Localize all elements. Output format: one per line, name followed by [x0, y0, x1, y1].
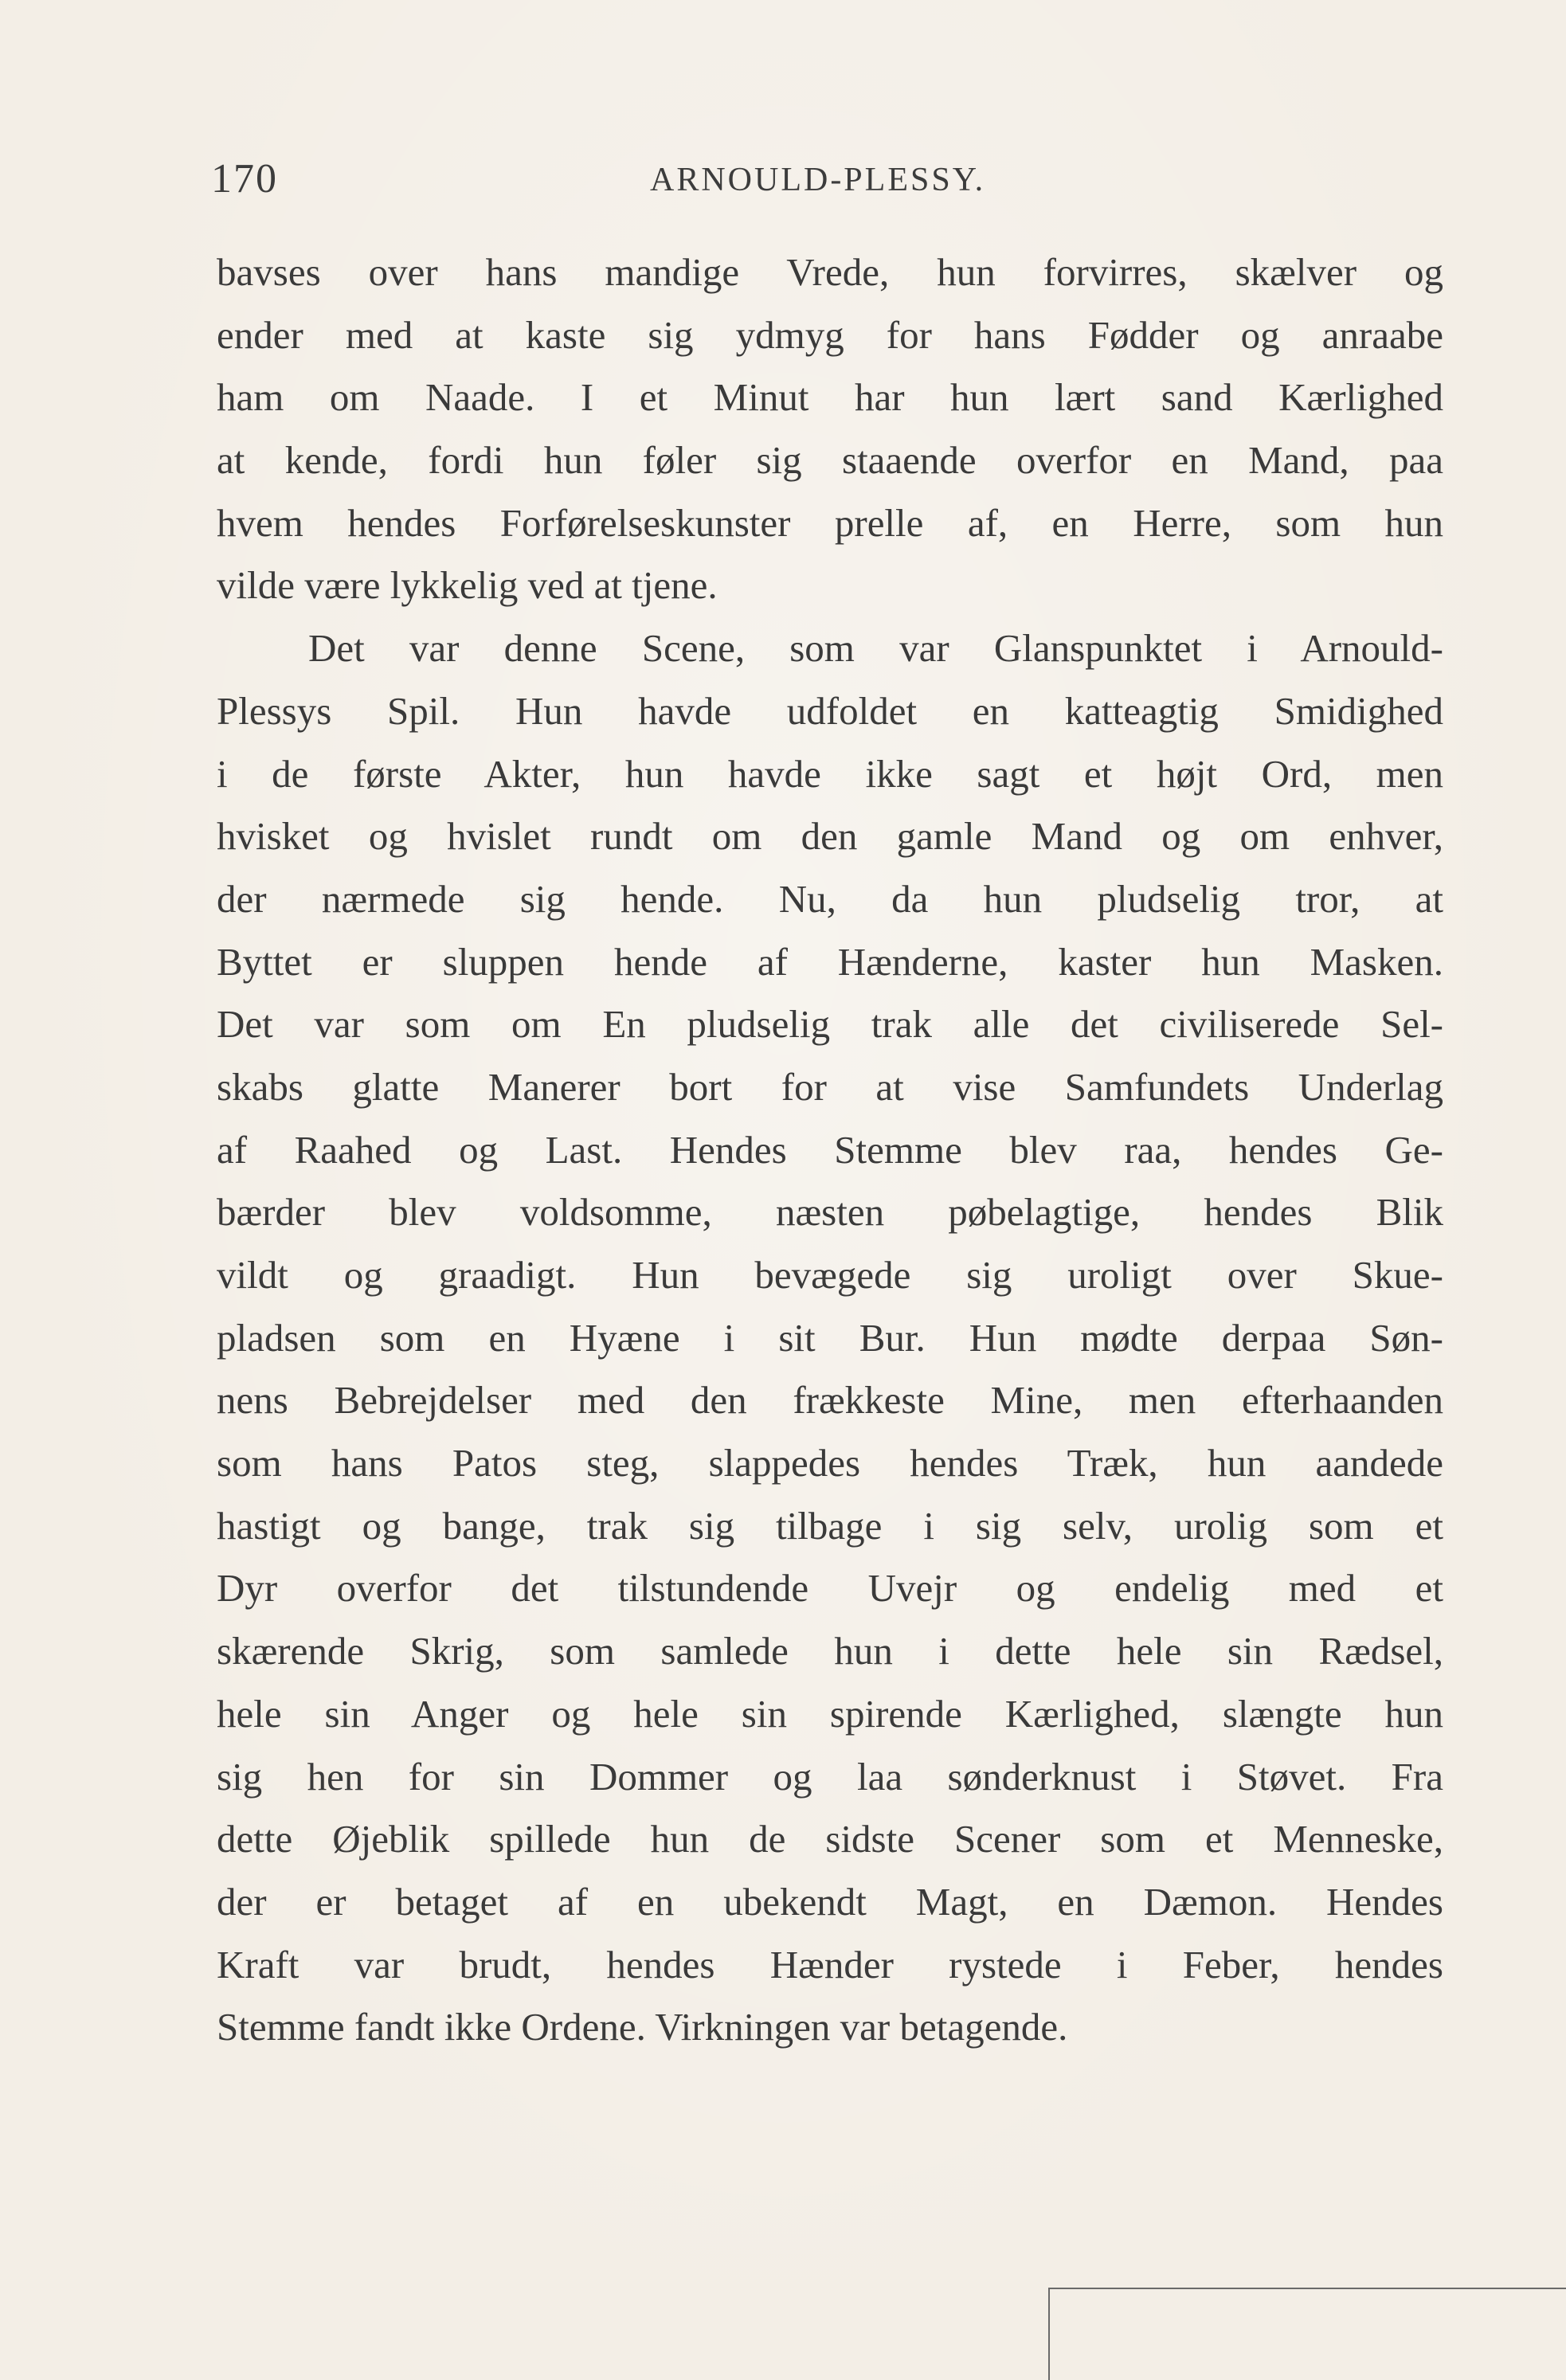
text-line: Byttet er sluppen hende af Hænderne, kaster hun Masken.: [217, 939, 1443, 984]
text-line: ham om Naade. I et Minut har hun lært sand Kærlighed: [217, 375, 1443, 420]
text-line: hastigt og bange, trak sig tilbage i sig selv, urolig som et: [217, 1503, 1443, 1548]
text-line: hvisket og hvislet rundt om den gamle Mand og om enhver,: [217, 814, 1443, 859]
text-line: vildt og graadigt. Hun bevægede sig uroligt over Skue-: [217, 1253, 1443, 1297]
text-line: nens Bebrejdelser med den frækkeste Mine, men efterhaanden: [217, 1378, 1443, 1423]
text-line: pladsen som en Hyæne i sit Bur. Hun mødte derpaa Søn-: [217, 1315, 1443, 1360]
text-line: vilde være lykkelig ved at tjene.: [217, 563, 718, 608]
text-line: skabs glatte Manerer bort for at vise Samfundets Underlag: [217, 1064, 1443, 1109]
corner-vertical-rule: [1048, 2288, 1050, 2380]
text-line: hvem hendes Forførelseskunster prelle af, en Herre, som hun: [217, 500, 1443, 545]
text-line: Kraft var brudt, hendes Hænder rystede i Feber, hendes: [217, 1942, 1443, 1987]
scan-corner-mark: [1048, 2280, 1566, 2380]
text-line: at kende, fordi hun føler sig staaende overfor en Mand, paa: [217, 438, 1443, 483]
text-line: hele sin Anger og hele sin spirende Kærlighed, slængte hun: [217, 1691, 1443, 1736]
text-line: Dyr overfor det tilstundende Uvejr og endelig med et: [217, 1566, 1443, 1611]
text-line: i de første Akter, hun havde ikke sagt et højt Ord, men: [217, 751, 1443, 796]
running-title: ARNOULD-PLESSY.: [650, 162, 986, 198]
body-text: [217, 241, 1443, 2059]
text-line: Det var som om En pludselig trak alle det civiliserede Sel-: [217, 1002, 1443, 1047]
text-line: der er betaget af en ubekendt Magt, en Dæmon. Hendes: [217, 1879, 1443, 1924]
text-line: Det var denne Scene, som var Glanspunktet i Arnould-: [308, 626, 1443, 671]
text-line: Stemme fandt ikke Ordene. Virkningen var betagende.: [217, 2005, 1068, 2049]
text-line: sig hen for sin Dommer og laa sønderknust i Støvet. Fra: [217, 1754, 1443, 1799]
text-line: bærder blev voldsomme, næsten pøbelagtige, hendes Blik: [217, 1190, 1443, 1235]
text-line: Plessys Spil. Hun havde udfoldet en katteagtig Smidighed: [217, 688, 1443, 733]
text-line: der nærmede sig hende. Nu, da hun pludselig tror, at: [217, 876, 1443, 921]
text-line: bavses over hans mandige Vrede, hun forvirres, skælver og: [217, 250, 1443, 294]
text-line: skærende Skrig, som samlede hun i dette hele sin Rædsel,: [217, 1629, 1443, 1673]
text-line: af Raahed og Last. Hendes Stemme blev raa, hendes Ge-: [217, 1127, 1443, 1172]
text-line: ender med at kaste sig ydmyg for hans Fødder og anraabe: [217, 312, 1443, 357]
text-line: som hans Patos steg, slappedes hendes Træk, hun aandede: [217, 1441, 1443, 1486]
corner-horizontal-rule: [1048, 2288, 1566, 2289]
text-line: dette Øjeblik spillede hun de sidste Scener som et Menneske,: [217, 1817, 1443, 1861]
page-number: 170: [211, 156, 278, 202]
